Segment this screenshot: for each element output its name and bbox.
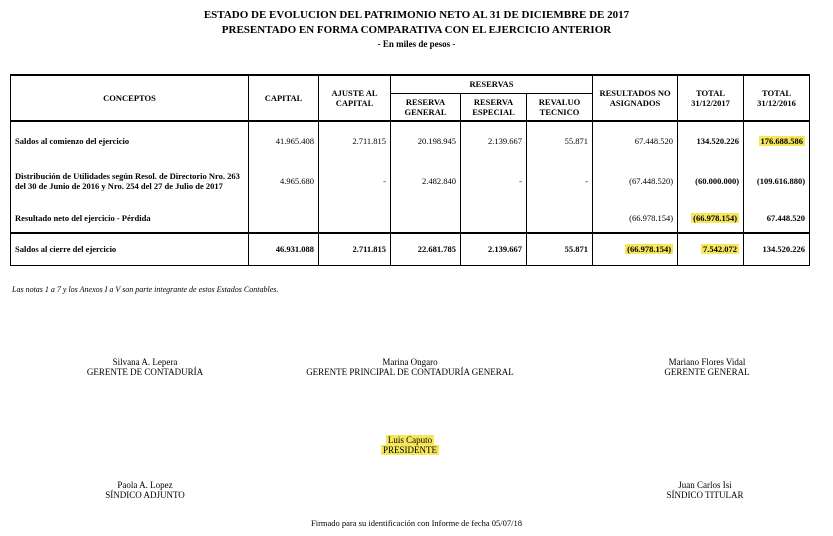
signer-name: Mariano Flores Vidal [668, 357, 746, 367]
cell-total-2016: 67.448.520 [744, 203, 810, 233]
signer-title: PRESIDENTE [383, 445, 437, 455]
cell-ajuste: 2.711.815 [319, 233, 391, 265]
table-row [11, 203, 810, 233]
cell-total-2017: 134.520.226 [678, 121, 744, 159]
header-resultados: RESULTADOS NO ASIGNADOS [593, 75, 678, 121]
cell-resultados: (66.978.154) [627, 244, 672, 255]
signer-title: GERENTE PRINCIPAL DE CONTADURÍA GENERAL [306, 367, 514, 377]
signature-lepera [75, 357, 215, 377]
equity-table [10, 74, 810, 266]
row-concepto: Saldos al comienzo del ejercicio [11, 121, 249, 159]
header-capital: CAPITAL [249, 75, 319, 121]
header-revaluo: REVALUO TECNICO [527, 93, 593, 121]
signer-title: SÍNDICO ADJUNTO [105, 490, 185, 500]
signer-name: Paola A. Lopez [117, 480, 173, 490]
table-row [11, 159, 810, 203]
cell-ajuste: 2.711.815 [319, 121, 391, 159]
cell-reserva-general: 20.198.945 [391, 121, 461, 159]
cell-reserva-especial [461, 203, 527, 233]
signer-title: GERENTE DE CONTADURÍA [86, 367, 204, 377]
cell-reserva-especial: 2.139.667 [461, 121, 527, 159]
cell-resultados: (67.448.520) [593, 159, 678, 203]
cell-capital: 41.965.408 [249, 121, 319, 159]
cell-revaluo: 55.871 [527, 233, 593, 265]
cell-reserva-especial: - [461, 159, 527, 203]
signature-caputo [360, 435, 460, 455]
cell-resultados: 67.448.520 [593, 121, 678, 159]
cell-resultados: (66.978.154) [593, 203, 678, 233]
cell-total-2017: 7.542.072 [703, 244, 738, 255]
signer-title: GERENTE GENERAL [664, 367, 750, 377]
cell-total-2017: (66.978.154) [693, 212, 738, 223]
header-conceptos: CONCEPTOS [11, 75, 249, 121]
cell-revaluo: - [527, 159, 593, 203]
cell-ajuste: - [319, 159, 391, 203]
signer-title: SÍNDICO TITULAR [666, 490, 744, 500]
cell-total-2016: 176.688.586 [760, 135, 804, 146]
signer-name: Silvana A. Lepera [112, 357, 178, 367]
table-row [11, 121, 810, 159]
cell-capital: 4.965.680 [249, 159, 319, 203]
cell-revaluo: 55.871 [527, 121, 593, 159]
header-reserva-especial: RESERVA ESPECIAL [461, 93, 527, 121]
cell-total-2017: (60.000.000) [678, 159, 744, 203]
header-total-2016: TOTAL 31/12/2016 [744, 75, 810, 121]
footer-note: Firmado para su identificación con Informe de fecha 05/07/18 [310, 518, 522, 528]
cell-ajuste [319, 203, 391, 233]
report-subtitle: PRESENTADO EN FORMA COMPARATIVA CON EL EJERCICIO ANTERIOR [221, 24, 612, 36]
cell-revaluo [527, 203, 593, 233]
signer-name: Luis Caputo [387, 435, 433, 445]
cell-total-2016: 134.520.226 [744, 233, 810, 265]
cell-reserva-general: 2.482.840 [391, 159, 461, 203]
cell-reserva-general: 22.681.785 [391, 233, 461, 265]
signature-ongaro [285, 357, 535, 377]
table-row [11, 233, 810, 265]
row-concepto: Resultado neto del ejercicio - Pérdida [11, 203, 249, 233]
cell-total-2016: (109.616.880) [744, 159, 810, 203]
cell-capital [249, 203, 319, 233]
currency-note: - En miles de pesos - [377, 39, 456, 49]
signer-name: Marina Ongaro [382, 357, 438, 367]
signer-name: Juan Carlos Isi [678, 480, 732, 490]
row-concepto: Saldos al cierre del ejercicio [11, 233, 249, 265]
header-reserva-general: RESERVA GENERAL [391, 93, 461, 121]
cell-reserva-general [391, 203, 461, 233]
header-total-2017: TOTAL 31/12/2017 [678, 75, 744, 121]
footnote: Las notas 1 a 7 y los Anexos I a V son parte integrante de estos Estados Contables. [12, 285, 279, 294]
row-concepto: Distribución de Utilidades según Resol. de Directorio Nro. 263 del 30 de Junio de 2016 y Nro. 254 del 27 de Julio de 2017 [11, 159, 249, 203]
header-ajuste: AJUSTE AL CAPITAL [319, 75, 391, 121]
header-reservas: RESERVAS [391, 75, 593, 93]
signature-isi [650, 480, 760, 500]
signature-vidal [645, 357, 769, 377]
report-title: ESTADO DE EVOLUCION DEL PATRIMONIO NETO AL 31 DE DICIEMBRE DE 2017 [203, 9, 630, 21]
cell-capital: 46.931.088 [249, 233, 319, 265]
cell-reserva-especial: 2.139.667 [461, 233, 527, 265]
signature-lopez [90, 480, 200, 500]
